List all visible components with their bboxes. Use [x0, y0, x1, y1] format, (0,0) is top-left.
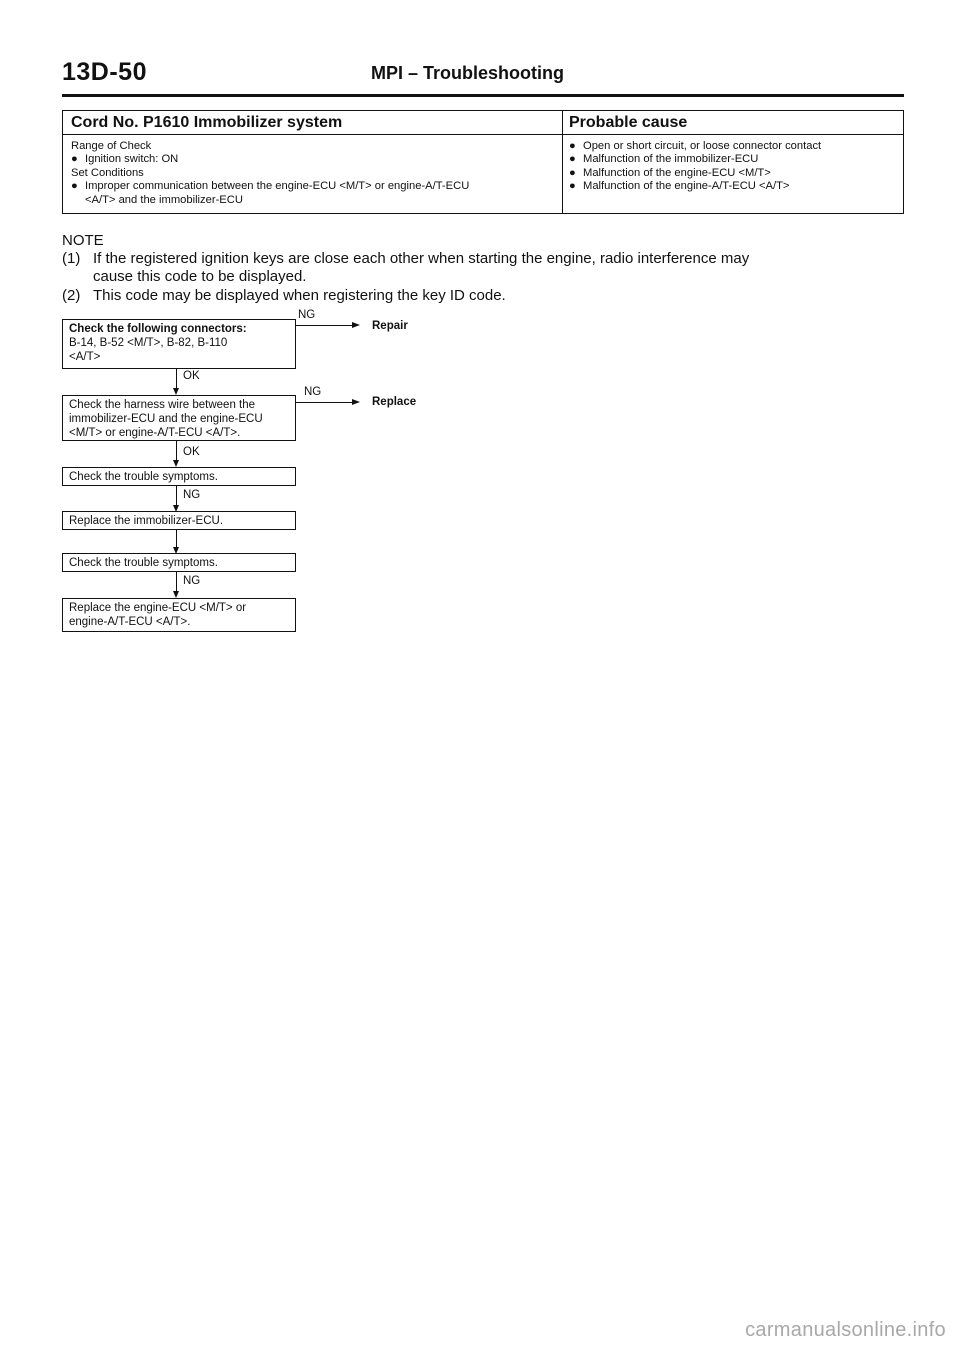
header-rule — [62, 94, 904, 97]
arrow-right-icon — [352, 399, 360, 405]
set-conditions-item: ● Improper communication between the engine-ECU <M/T> or engine-A/T-ECU — [71, 180, 470, 193]
code-table — [62, 110, 904, 214]
flow-result-replace: Replace — [372, 396, 417, 408]
flow-step-check-symptoms: Check the trouble symptoms. — [62, 467, 296, 486]
flow-label-ng: NG — [304, 386, 322, 398]
arrow-down-icon — [173, 388, 179, 395]
table-header-divider — [63, 134, 903, 135]
bullet-icon: ● — [569, 166, 576, 179]
set-conditions-label: Set Conditions — [71, 166, 144, 179]
flow-label-ok: OK — [183, 370, 200, 382]
flow-step-replace-engine-ecu: Replace the engine-ECU <M/T> or engine-A/T-ECU <A/T>. — [62, 598, 296, 632]
table-column-divider — [562, 111, 563, 213]
arrow-right-icon — [352, 322, 360, 328]
probable-cause-item: ● Open or short circuit, or loose connector contact — [569, 140, 822, 152]
arrow-down-icon — [173, 460, 179, 467]
section-title: MPI – Troubleshooting — [371, 63, 564, 83]
bullet-icon: ● — [71, 153, 78, 166]
note-item-2: (2) This code may be displayed when registering the key ID code. — [62, 287, 506, 304]
flow-step-check-harness: Check the harness wire between the immobilizer-ECU and the engine-ECU <M/T> or engine-A/T-ECU <A/T>. — [62, 395, 296, 441]
flow-label-ng: NG — [183, 575, 201, 587]
flow-label-ng: NG — [298, 309, 316, 321]
bullet-icon: ● — [569, 180, 576, 193]
note-item-1: (1) If the registered ignition keys are close each other when starting the engine, radio interference may — [62, 250, 750, 267]
bullet-icon: ● — [569, 153, 576, 166]
bullet-icon: ● — [569, 140, 576, 152]
range-of-check-label: Range of Check — [71, 140, 152, 152]
flow-connector — [176, 441, 177, 461]
flow-connector — [176, 369, 177, 389]
note-item-1-cont: cause this code to be displayed. — [93, 268, 307, 285]
probable-cause-item: ● Malfunction of the engine-A/T-ECU <A/T> — [569, 180, 790, 193]
flow-step-check-symptoms-2: Check the trouble symptoms. — [62, 553, 296, 572]
probable-cause-heading: Probable cause — [569, 114, 688, 131]
page-number: 13D-50 — [62, 58, 147, 86]
flow-label-ok: OK — [183, 446, 200, 458]
range-of-check-item: ● Ignition switch: ON — [71, 153, 179, 166]
probable-cause-item: ● Malfunction of the immobilizer-ECU — [569, 153, 759, 166]
flow-connector — [176, 530, 177, 548]
flow-connector — [176, 572, 177, 592]
flow-label-ng: NG — [183, 489, 201, 501]
bullet-icon: ● — [71, 180, 78, 193]
flow-connector — [176, 486, 177, 506]
probable-cause-list — [569, 140, 899, 194]
flow-step-replace-immobilizer: Replace the immobilizer-ECU. — [62, 511, 296, 530]
set-conditions-item-cont: <A/T> and the immobilizer-ECU — [85, 193, 243, 206]
watermark: carmanualsonline.info — [745, 1319, 946, 1341]
code-heading: Cord No. P1610 Immobilizer system — [71, 114, 343, 131]
check-conditions — [71, 140, 559, 207]
note-label: NOTE — [62, 232, 104, 249]
probable-cause-item: ● Malfunction of the engine-ECU <M/T> — [569, 166, 771, 179]
flow-connector — [296, 325, 354, 326]
flow-connector — [296, 402, 354, 403]
arrow-down-icon — [173, 591, 179, 598]
flow-result-repair: Repair — [372, 320, 408, 332]
flow-step-check-connectors: Check the following connectors: B-14, B-52 <M/T>, B-82, B-110 <A/T> — [62, 319, 296, 369]
